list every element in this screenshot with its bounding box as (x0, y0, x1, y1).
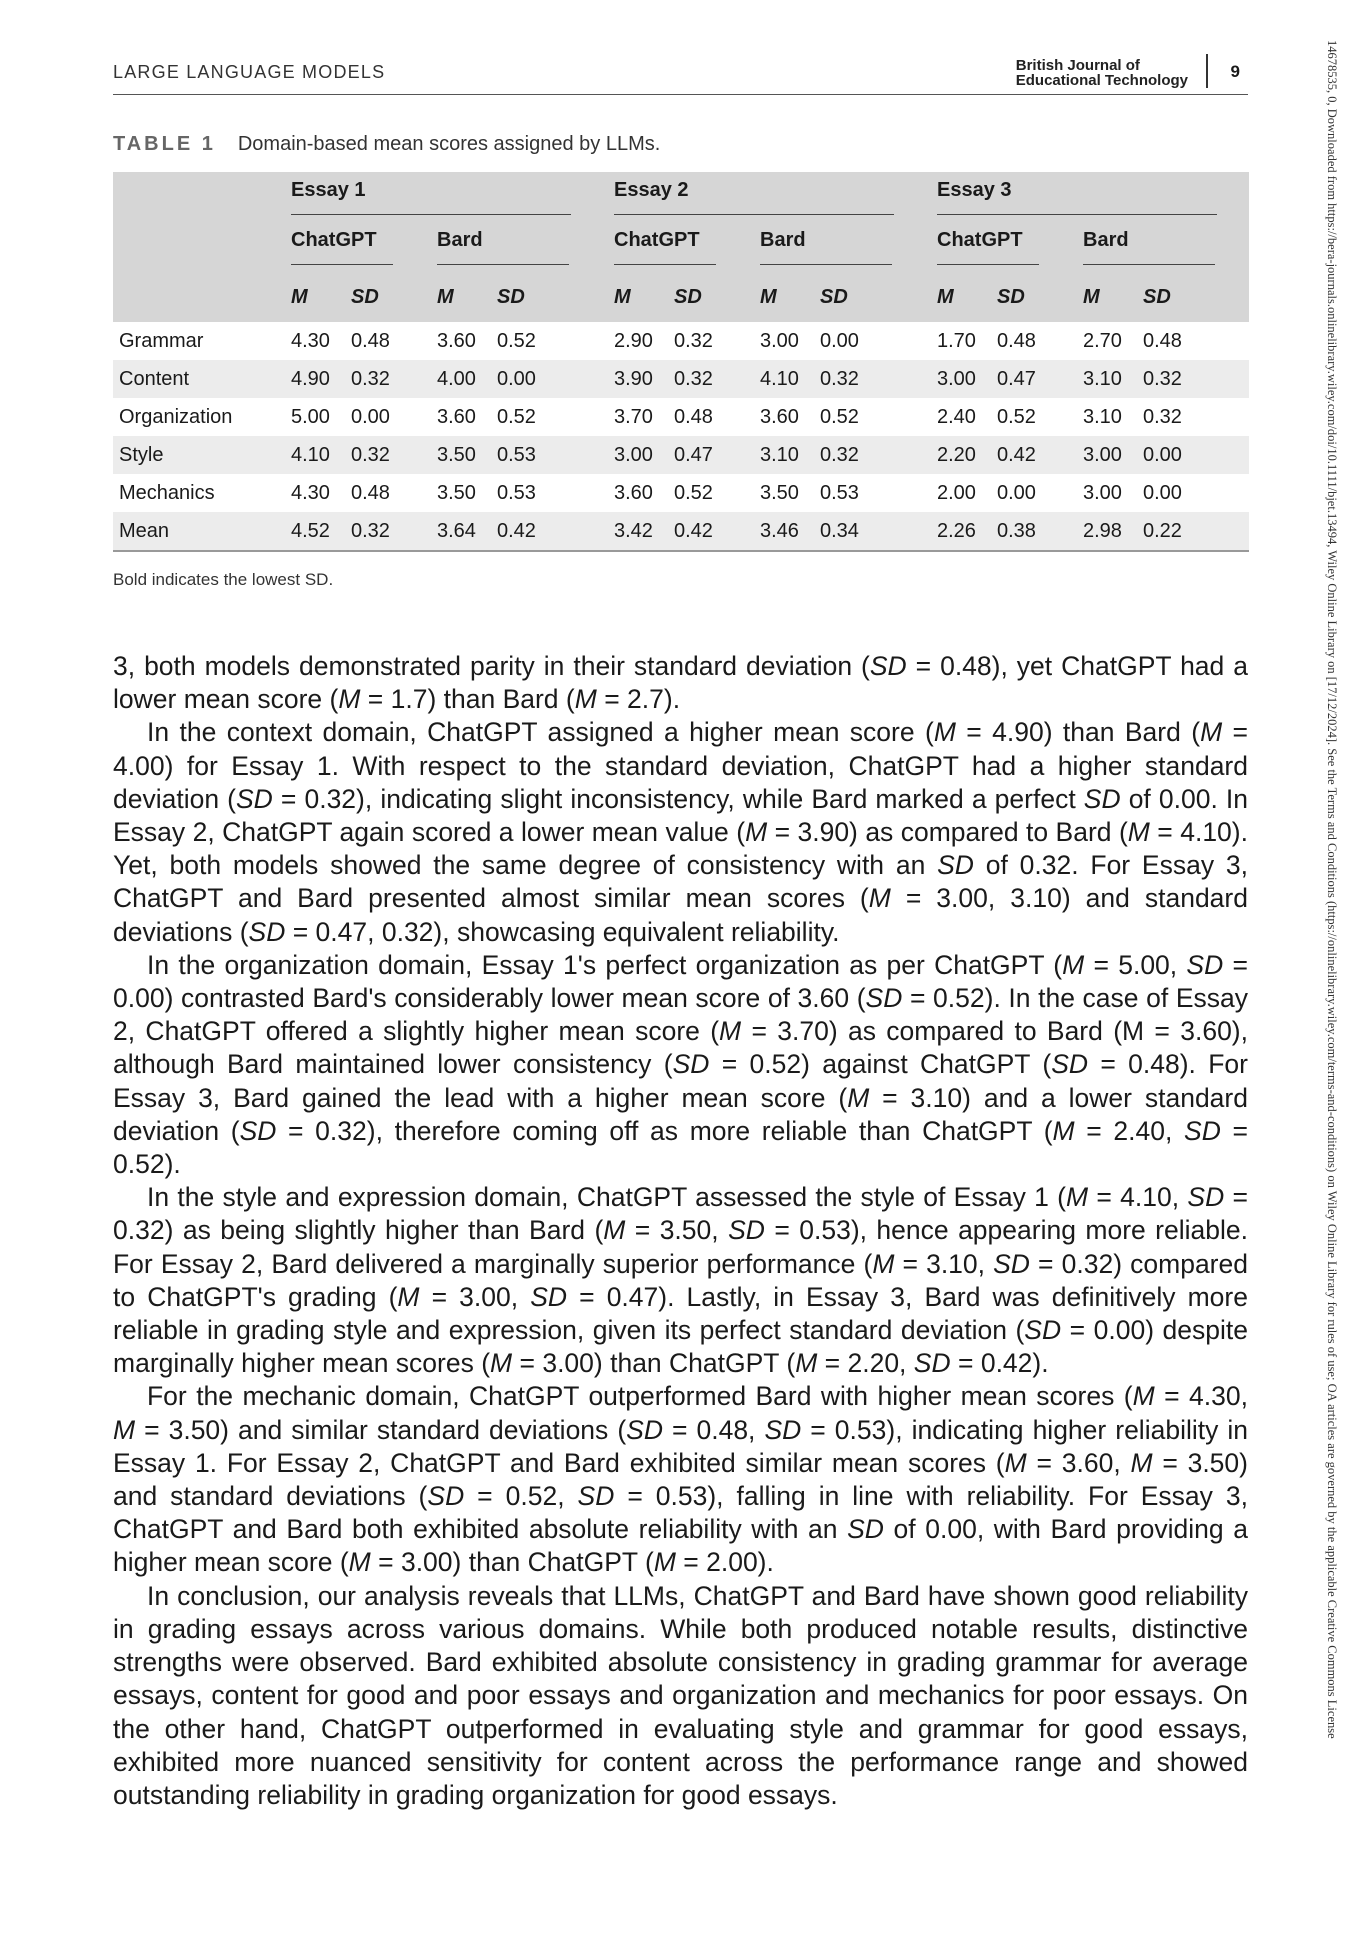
sd-cell: 0.48 (351, 481, 390, 504)
running-head (113, 58, 1248, 95)
sd-header: SD (997, 285, 1025, 308)
mean-cell: 4.90 (291, 367, 330, 390)
mean-cell: 3.70 (614, 405, 653, 428)
mean-cell: 3.10 (760, 443, 799, 466)
mean-cell: 4.30 (291, 481, 330, 504)
sd-header: SD (497, 285, 525, 308)
table-caption (113, 133, 660, 156)
sd-cell: 0.53 (820, 481, 859, 504)
mean-cell: 4.30 (291, 329, 330, 352)
row-domain-label: Content (119, 367, 190, 390)
mean-cell: 4.10 (291, 443, 330, 466)
mean-cell: 3.60 (437, 329, 476, 352)
sd-cell: 0.32 (820, 367, 859, 390)
sd-cell: 0.47 (997, 367, 1036, 390)
sd-cell: 0.00 (1143, 443, 1182, 466)
sd-cell: 0.42 (497, 512, 614, 551)
sd-cell: 0.00 (1143, 481, 1182, 504)
body-paragraph: In the context domain, ChatGPT assigned a higher mean score (M = 4.90) than Bard (M = 4.00) for Essay 1. With respect to the standard deviation, ChatGPT had a higher standard deviation (SD = 0.32), indicating slight inconsistency, while Bard marked a perfect SD of 0.00. In Essay 2, ChatGPT again scored a lower mean value (M = 3.90) as compared to Bard (M = 4.10). Yet, both models showed the same degree of consistency with an SD of 0.32. For Essay 3, ChatGPT and Bard presented almost similar mean scores (M = 3.00, 3.10) and standard deviations (SD = 0.47, 0.32), showcasing equivalent reliability. (113, 717, 1249, 947)
mean-cell: 2.70 (1083, 329, 1122, 352)
mean-cell: 3.10 (1083, 405, 1122, 428)
mean-cell: 3.90 (614, 367, 653, 390)
sd-header: SD (674, 285, 702, 308)
mean-cell: 3.50 (760, 481, 799, 504)
essay-header (291, 172, 614, 222)
mean-cell: 3.50 (437, 443, 476, 466)
mean-cell: 3.60 (760, 405, 799, 428)
mean-cell: 3.00 (614, 443, 653, 466)
journal-name (1016, 58, 1188, 88)
table-row (113, 398, 1249, 436)
body-paragraph: For the mechanic domain, ChatGPT outperformed Bard with higher mean scores (M = 4.30, M = 3.50) and similar standard deviations (SD = 0.48, SD = 0.53), indicating higher reliability in Essay 1. For Essay 2, ChatGPT and Bard exhibited similar mean scores (M = 3.60, M = 3.50) and standard deviations (SD = 0.52, SD = 0.53), falling in line with reliability. For Essay 3, ChatGPT and Bard both exhibited absolute reliability with an SD of 0.00, with Bard providing a higher mean score (M = 3.00) than ChatGPT (M = 2.00). (113, 1381, 1248, 1578)
mean-cell: 3.60 (614, 481, 653, 504)
model-header (937, 222, 1083, 272)
sd-cell: 0.52 (497, 329, 536, 352)
model-header (614, 222, 760, 272)
model-header (760, 222, 937, 272)
mean-cell: 3.60 (437, 405, 476, 428)
mean-cell: 2.98 (1083, 512, 1143, 551)
mean-cell: 3.00 (760, 329, 799, 352)
table-row (113, 322, 1249, 360)
model-header (1083, 222, 1249, 272)
running-title: LARGE LANGUAGE MODELS (113, 62, 386, 82)
mean-cell: 3.00 (937, 367, 976, 390)
body-paragraph: In the style and expression domain, ChatGPT assessed the style of Essay 1 (M = 4.10, SD = 0.32) as being slightly higher than Bard (M = 3.50, SD = 0.53), hence appearing more reliable. For Essay 2, Bard delivered a marginally superior performance (M = 3.10, SD = 0.32) compared to ChatGPT's grading (M = 3.00, SD = 0.47). Lastly, in Essay 3, Bard was definitively more reliable in grading style and expression, given its perfect standard deviation (SD = 0.00) despite marginally higher mean scores (M = 3.00) than ChatGPT (M = 2.20, SD = 0.42). (113, 1182, 1248, 1379)
sd-cell: 0.52 (997, 405, 1036, 428)
mean-cell: 3.00 (1083, 443, 1122, 466)
sd-cell: 0.00 (997, 481, 1036, 504)
sd-cell: 0.42 (997, 443, 1036, 466)
sd-cell: 0.32 (820, 443, 859, 466)
scores-table (113, 172, 1249, 552)
mean-header: M (291, 285, 308, 308)
sd-cell: 0.52 (674, 481, 713, 504)
journal-name-line2: Educational Technology (1015, 72, 1188, 89)
table-body (113, 322, 1249, 551)
mean-cell: 2.00 (937, 481, 976, 504)
sd-cell: 0.47 (674, 443, 713, 466)
essay-1-header: Essay 1 (291, 179, 571, 215)
header-blank (113, 172, 291, 222)
sd-cell: 0.00 (820, 329, 859, 352)
sd-cell: 0.32 (1143, 405, 1182, 428)
body-paragraph: In the organization domain, Essay 1's perfect organization as per ChatGPT (M = 5.00, SD = 0.00) contrasted Bard's considerably lower mean score of 3.60 (SD = 0.52). In the case of Essay 2, ChatGPT offered a slightly higher mean score (M = 3.70) as compared to Bard (M = 3.60), although Bard maintained lower consistency (SD = 0.52) against ChatGPT (SD = 0.48). For Essay 3, Bard gained the lead with a higher mean score (M = 3.10) and a lower standard deviation (SD = 0.32), therefore coming off as more reliable than ChatGPT (M = 2.40, SD = 0.52). (113, 949, 1248, 1180)
sd-cell: 0.32 (1143, 367, 1182, 390)
mean-cell: 3.42 (614, 512, 674, 551)
essay-2-header: Essay 2 (614, 179, 894, 215)
sd-cell: 0.32 (351, 443, 390, 466)
body-text (113, 650, 1248, 1812)
row-domain-label: Style (119, 443, 164, 466)
chatgpt-header: ChatGPT (291, 229, 393, 265)
sd-cell: 0.48 (674, 405, 713, 428)
page-number: 9 (1230, 62, 1240, 81)
essay-header (937, 172, 1249, 222)
mean-cell: 4.52 (291, 512, 351, 551)
download-notice: 14678535, 0, Downloaded from https://bera-journals.onlinelibrary.wiley.com/doi/10.1111/bjet.13494, Wiley Online Library on [17/12/2024]. See the Terms and Conditions (https://onlinelibrary.wiley.com/terms-and-conditions) on Wiley Online Library for rules of use; OA articles are governed by the applicable Creative Commons License (1325, 40, 1339, 1739)
essay-3-header: Essay 3 (937, 179, 1217, 215)
header-blank (113, 222, 291, 272)
row-domain-label: Organization (119, 405, 233, 428)
body-paragraph: In conclusion, our analysis reveals that LLMs, ChatGPT and Bard have shown good reliability in grading essays across various domains. While both produced notable results, distinctive strengths were observed. Bard exhibited absolute consistency in grading grammar for average essays, content for good and poor essays and organization and mechanics for poor essays. On the other hand, ChatGPT outperformed in evaluating style and grammar for good essays, exhibited more nuanced sensitivity for content across the performance range and showed outstanding reliability in grading organization for good essays. (113, 1580, 1248, 1810)
row-domain-label: Grammar (119, 329, 204, 352)
stat-header-row (113, 272, 1249, 322)
mean-cell: 3.10 (1083, 367, 1122, 390)
sd-cell: 0.53 (497, 481, 536, 504)
essay-header (614, 172, 937, 222)
sd-cell: 0.22 (1143, 512, 1249, 551)
sd-cell: 0.32 (351, 367, 390, 390)
sd-cell: 0.48 (1143, 329, 1182, 352)
body-paragraph: 3, both models demonstrated parity in their standard deviation (SD = 0.48), yet ChatGPT had a lower mean score (M = 1.7) than Bard (M = 2.7). (113, 651, 1248, 715)
sd-cell: 0.00 (497, 367, 536, 390)
bard-header: Bard (437, 229, 569, 265)
model-header (437, 222, 614, 272)
sd-cell: 0.48 (997, 329, 1036, 352)
table-row (113, 474, 1249, 512)
sd-header: SD (351, 285, 379, 308)
sd-cell: 0.52 (497, 405, 536, 428)
sd-cell: 0.52 (820, 405, 859, 428)
mean-cell: 4.00 (437, 367, 476, 390)
table-row (113, 512, 1249, 551)
mean-cell: 2.20 (937, 443, 976, 466)
sd-header: SD (1143, 285, 1171, 308)
mean-cell: 1.70 (937, 329, 976, 352)
sd-cell: 0.32 (674, 367, 713, 390)
sd-cell: 0.32 (351, 512, 437, 551)
chatgpt-header: ChatGPT (937, 229, 1039, 265)
mean-cell: 3.46 (760, 512, 820, 551)
table-row (113, 360, 1249, 398)
model-header (291, 222, 437, 272)
header-divider (1206, 54, 1208, 88)
sd-cell: 0.48 (351, 329, 390, 352)
mean-header: M (760, 285, 777, 308)
mean-cell: 2.26 (937, 512, 997, 551)
sd-cell: 0.34 (820, 512, 937, 551)
journal-name-line1: British Journal of (1015, 57, 1140, 74)
mean-cell: 3.00 (1083, 481, 1122, 504)
sd-cell: 0.42 (674, 512, 760, 551)
bard-header: Bard (760, 229, 892, 265)
mean-header: M (614, 285, 631, 308)
row-domain-label: Mean (113, 512, 291, 551)
mean-header: M (437, 285, 454, 308)
chatgpt-header: ChatGPT (614, 229, 716, 265)
table-header (113, 172, 1249, 322)
table-label: TABLE 1 (113, 133, 216, 155)
table-caption-text: Domain-based mean scores assigned by LLMs. (237, 133, 661, 155)
row-domain-label: Mechanics (119, 481, 215, 504)
table-footnote: Bold indicates the lowest SD. (113, 570, 334, 589)
sd-cell: 0.32 (674, 329, 713, 352)
mean-header: M (1083, 285, 1100, 308)
mean-cell: 5.00 (291, 405, 330, 428)
sd-header: SD (820, 285, 848, 308)
table-row (113, 436, 1249, 474)
mean-cell: 2.90 (614, 329, 653, 352)
mean-cell: 2.40 (937, 405, 976, 428)
mean-cell: 3.64 (437, 512, 497, 551)
bard-header: Bard (1083, 229, 1215, 265)
sd-cell: 0.38 (997, 512, 1083, 551)
mean-cell: 4.10 (760, 367, 799, 390)
sd-cell: 0.00 (351, 405, 390, 428)
mean-cell: 3.50 (437, 481, 476, 504)
header-blank (113, 272, 291, 322)
sd-cell: 0.53 (497, 443, 536, 466)
mean-header: M (937, 285, 954, 308)
